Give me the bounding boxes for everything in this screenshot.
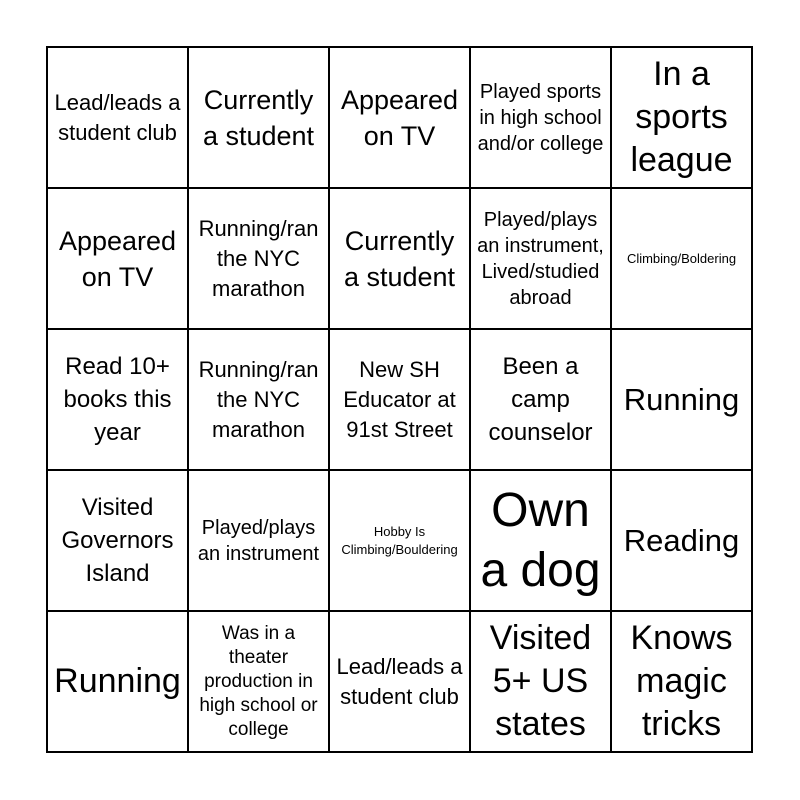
cell-text: Knows magic tricks (630, 619, 733, 743)
cell-text: Visited Governors Island (61, 494, 174, 587)
cell-text: Been a camp counselor (488, 353, 593, 446)
cell-text: Hobby Is Climbing/Bouldering (341, 523, 458, 557)
bingo-board (46, 46, 753, 753)
cell-text: Lead/leads a student club (54, 89, 181, 145)
cell-text: Running/ran the NYC marathon (198, 356, 319, 442)
cell-text: Currently a student (343, 225, 456, 292)
bingo-cell[interactable] (612, 471, 753, 612)
cell-text: Running (623, 381, 740, 417)
bingo-cell[interactable] (48, 48, 189, 189)
bingo-cell[interactable] (189, 612, 330, 753)
bingo-cell[interactable] (471, 471, 612, 612)
cell-text: Played/plays an instrument (197, 516, 320, 565)
cell-text: Running/ran the NYC marathon (198, 215, 319, 301)
bingo-cell[interactable] (612, 48, 753, 189)
cell-text: Appeared on TV (340, 84, 459, 151)
cell-text: Visited 5+ US states (489, 619, 592, 743)
cell-text: Played sports in high school and/or college (477, 80, 604, 155)
bingo-cell[interactable] (189, 471, 330, 612)
cell-text: Was in a theater production in high school or college (199, 622, 318, 740)
bingo-cell[interactable] (471, 48, 612, 189)
cell-text: Played/plays an instrument, Lived/studied abroad (477, 208, 604, 309)
bingo-cell[interactable] (189, 189, 330, 330)
bingo-cell[interactable] (189, 330, 330, 471)
bingo-cell[interactable] (330, 189, 471, 330)
cell-text: Appeared on TV (58, 225, 177, 292)
cell-text: Own a dog (480, 483, 601, 597)
bingo-cell[interactable] (48, 330, 189, 471)
bingo-cell[interactable] (330, 471, 471, 612)
bingo-cell[interactable] (189, 48, 330, 189)
cell-text: Running (54, 662, 181, 700)
bingo-cell[interactable] (330, 612, 471, 753)
cell-text: In a sports league (630, 55, 733, 179)
bingo-cell[interactable] (612, 189, 753, 330)
bingo-cell[interactable] (471, 612, 612, 753)
cell-text: Currently a student (202, 84, 315, 151)
bingo-cell[interactable] (612, 330, 753, 471)
bingo-cell[interactable] (471, 189, 612, 330)
bingo-cell[interactable] (48, 189, 189, 330)
bingo-cell[interactable] (48, 471, 189, 612)
bingo-cell[interactable] (48, 612, 189, 753)
cell-text: Read 10+ books this year (63, 353, 172, 446)
cell-text: Reading (623, 522, 740, 558)
bingo-cell[interactable] (330, 48, 471, 189)
cell-text: Climbing/Boldering (626, 250, 737, 266)
bingo-cell[interactable] (612, 612, 753, 753)
cell-text: New SH Educator at 91st Street (343, 356, 456, 442)
bingo-cell[interactable] (330, 330, 471, 471)
bingo-cell[interactable] (471, 330, 612, 471)
cell-text: Lead/leads a student club (336, 653, 463, 709)
